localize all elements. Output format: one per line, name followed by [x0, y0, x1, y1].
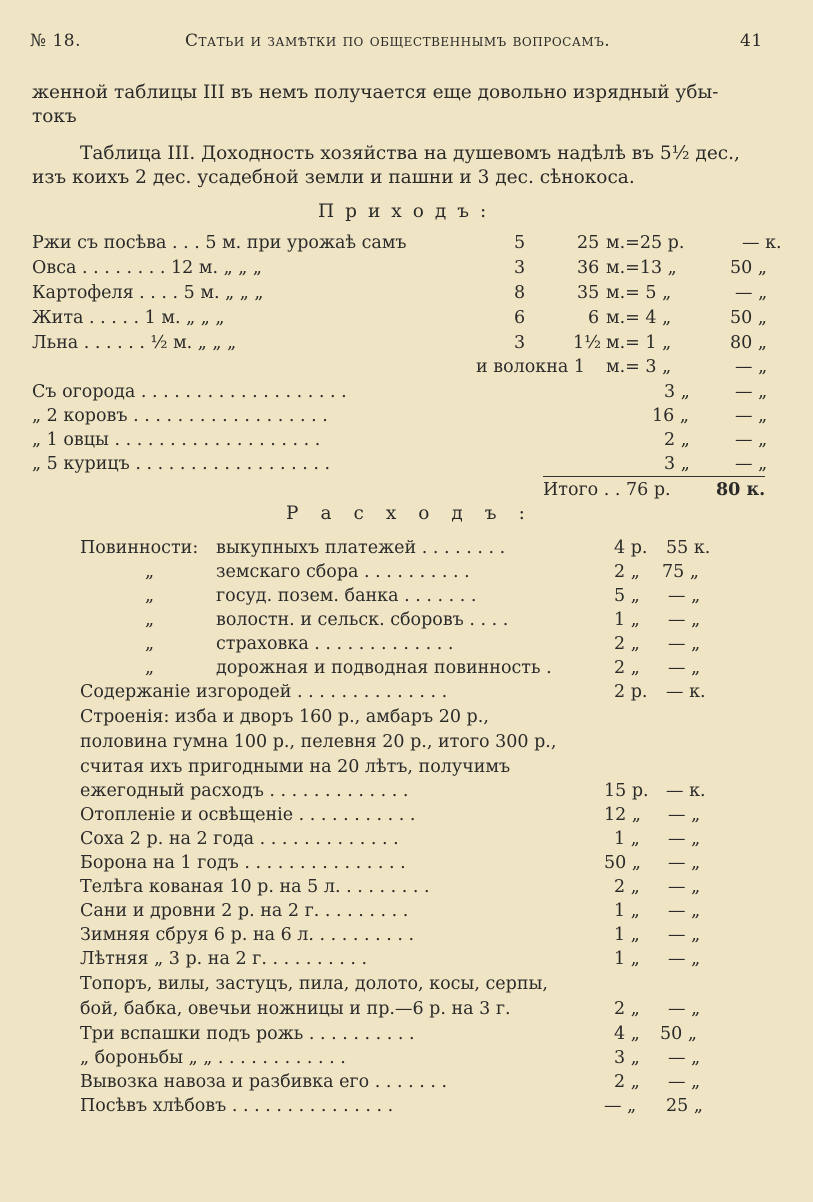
- table-title-line-2: изъ коихъ 2 дес. усадебной земли и пашни и 3 дес. сѣнокоса.: [32, 167, 635, 188]
- intro-line-1: женной таблицы III въ немъ получается еще довольно изрядный убы-: [32, 82, 719, 103]
- table-title-line-1: Таблица III. Доходность хозяйства на душевомъ надѣлѣ въ 5½ дес.,: [80, 143, 740, 164]
- page-number: 41: [740, 31, 763, 51]
- issue-number: № 18.: [30, 31, 82, 51]
- document-page: № 18. Статьи и замѣтки по общественнымъ вопросамъ. 41 женной таблицы III въ немъ получается еще довольно изрядный убы- токъ Таблица III. Доходность хозяйства на душевомъ надѣлѣ въ 5½ дес., изъ коихъ 2 дес. усадебной земли и пашни и 3 дес. сѣнокоса. Приходъ: Ржи съ посѣва . . . 5 м. при урожаѣ самъ 5 25 м.=25 р. — к. Овса . . . . . . . . 12 м. „ „ „ 3 36 м.=13 „ 50 „ Картофеля . . . . 5 м. „ „ „ 8 35 м.= 5 „ — „ Жита . . . . . 1 м. „ „ „ 6 6 м.= 4 „ 50 „ Льна . . . . . . ½ м. „ „ „ 3 1½ м.= 1 „ 80 „ и волокна 1 м.= 3 „ — „ Съ огорода . . . . . . . . . . . . . . . . . . . 3 „ — „ „ 2 коровъ . . . . . . . . . . . . . . . . . . 16 „ — „ „ 1 овцы . . . . . . . . . . . . . . . . . . . 2 „ — „ „ 5 курицъ . . . . . . . . . . . . . . . . . . 3 „ — „ Итого . . 76 р. 80 к. Расходъ: Повинности: выкупныхъ платежей . . . . . . . . 4 р. 55 к. „ земскаго сбора . . . . . . . . . . 2 „ 75 „ „ госуд. позем. банка . . . . . . . 5 „ — „ „ волостн. и сельск. сборовъ . . . . 1 „ — „ „ страховка . . . . . . . . . . . . . 2 „ — „ „ дорожная и подводная повинность . 2 „ — „ Содержаніе изгородей . . . . . . . . . . . . . . 2 р. — к. Строенія: изба и дворъ 160 р., амбаръ 20 р., половина гумна 100 р., пелевня 20 р., итого 300 р., считая ихъ пригодными на 20 лѣтъ, получимъ ежегодный расходъ . . . . . . . . . . . . . 15 р. — к. Отопленіе и освѣщеніе . . . . . . . . . . . 12 „ — „ Соха 2 р. на 2 года . . . . . . . . . . . . . 1 „ — „ Борона на 1 годъ . . . . . . . . . . . . . . . 50 „ — „ Телѣга кованая 10 р. на 5 л. . . . . . . . . 2 „ — „ Сани и дровни 2 р. на 2 г. . . . . . . . . 1 „ — „ Зимняя сбруя 6 р. на 6 л. . . . . . . . . . 1 „ — „ Лѣтняя „ 3 р. на 2 г. . . . . . . . . . 1 „ — „ Топоръ, вилы, застуцъ, пила, долото, косы, серпы, бой, бабка, овечьи ножницы и пр.—6 р. на 3 г. 2 „ — „ Три вспашки подъ рожь . . . . . . . . . . 4 „ 50 „ „ бороньбы „ „ . . . . . . . . . . . . 3 „ — „ Вывозка навоза и разбивка его . . . . . . . 2 „ — „ Посѣвъ хлѣбовъ . . . . . . . . . . . . . . . — „ 25 „: [30, 31, 782, 1116]
- duties-label: Повинности:: [80, 538, 199, 558]
- intro-line-2: токъ: [32, 106, 77, 127]
- total-rule: [543, 476, 765, 477]
- expense-heading: Расходъ:: [286, 503, 547, 524]
- running-title: Статьи и замѣтки по общественнымъ вопросамъ.: [185, 31, 611, 51]
- income-heading: Приходъ:: [318, 201, 498, 222]
